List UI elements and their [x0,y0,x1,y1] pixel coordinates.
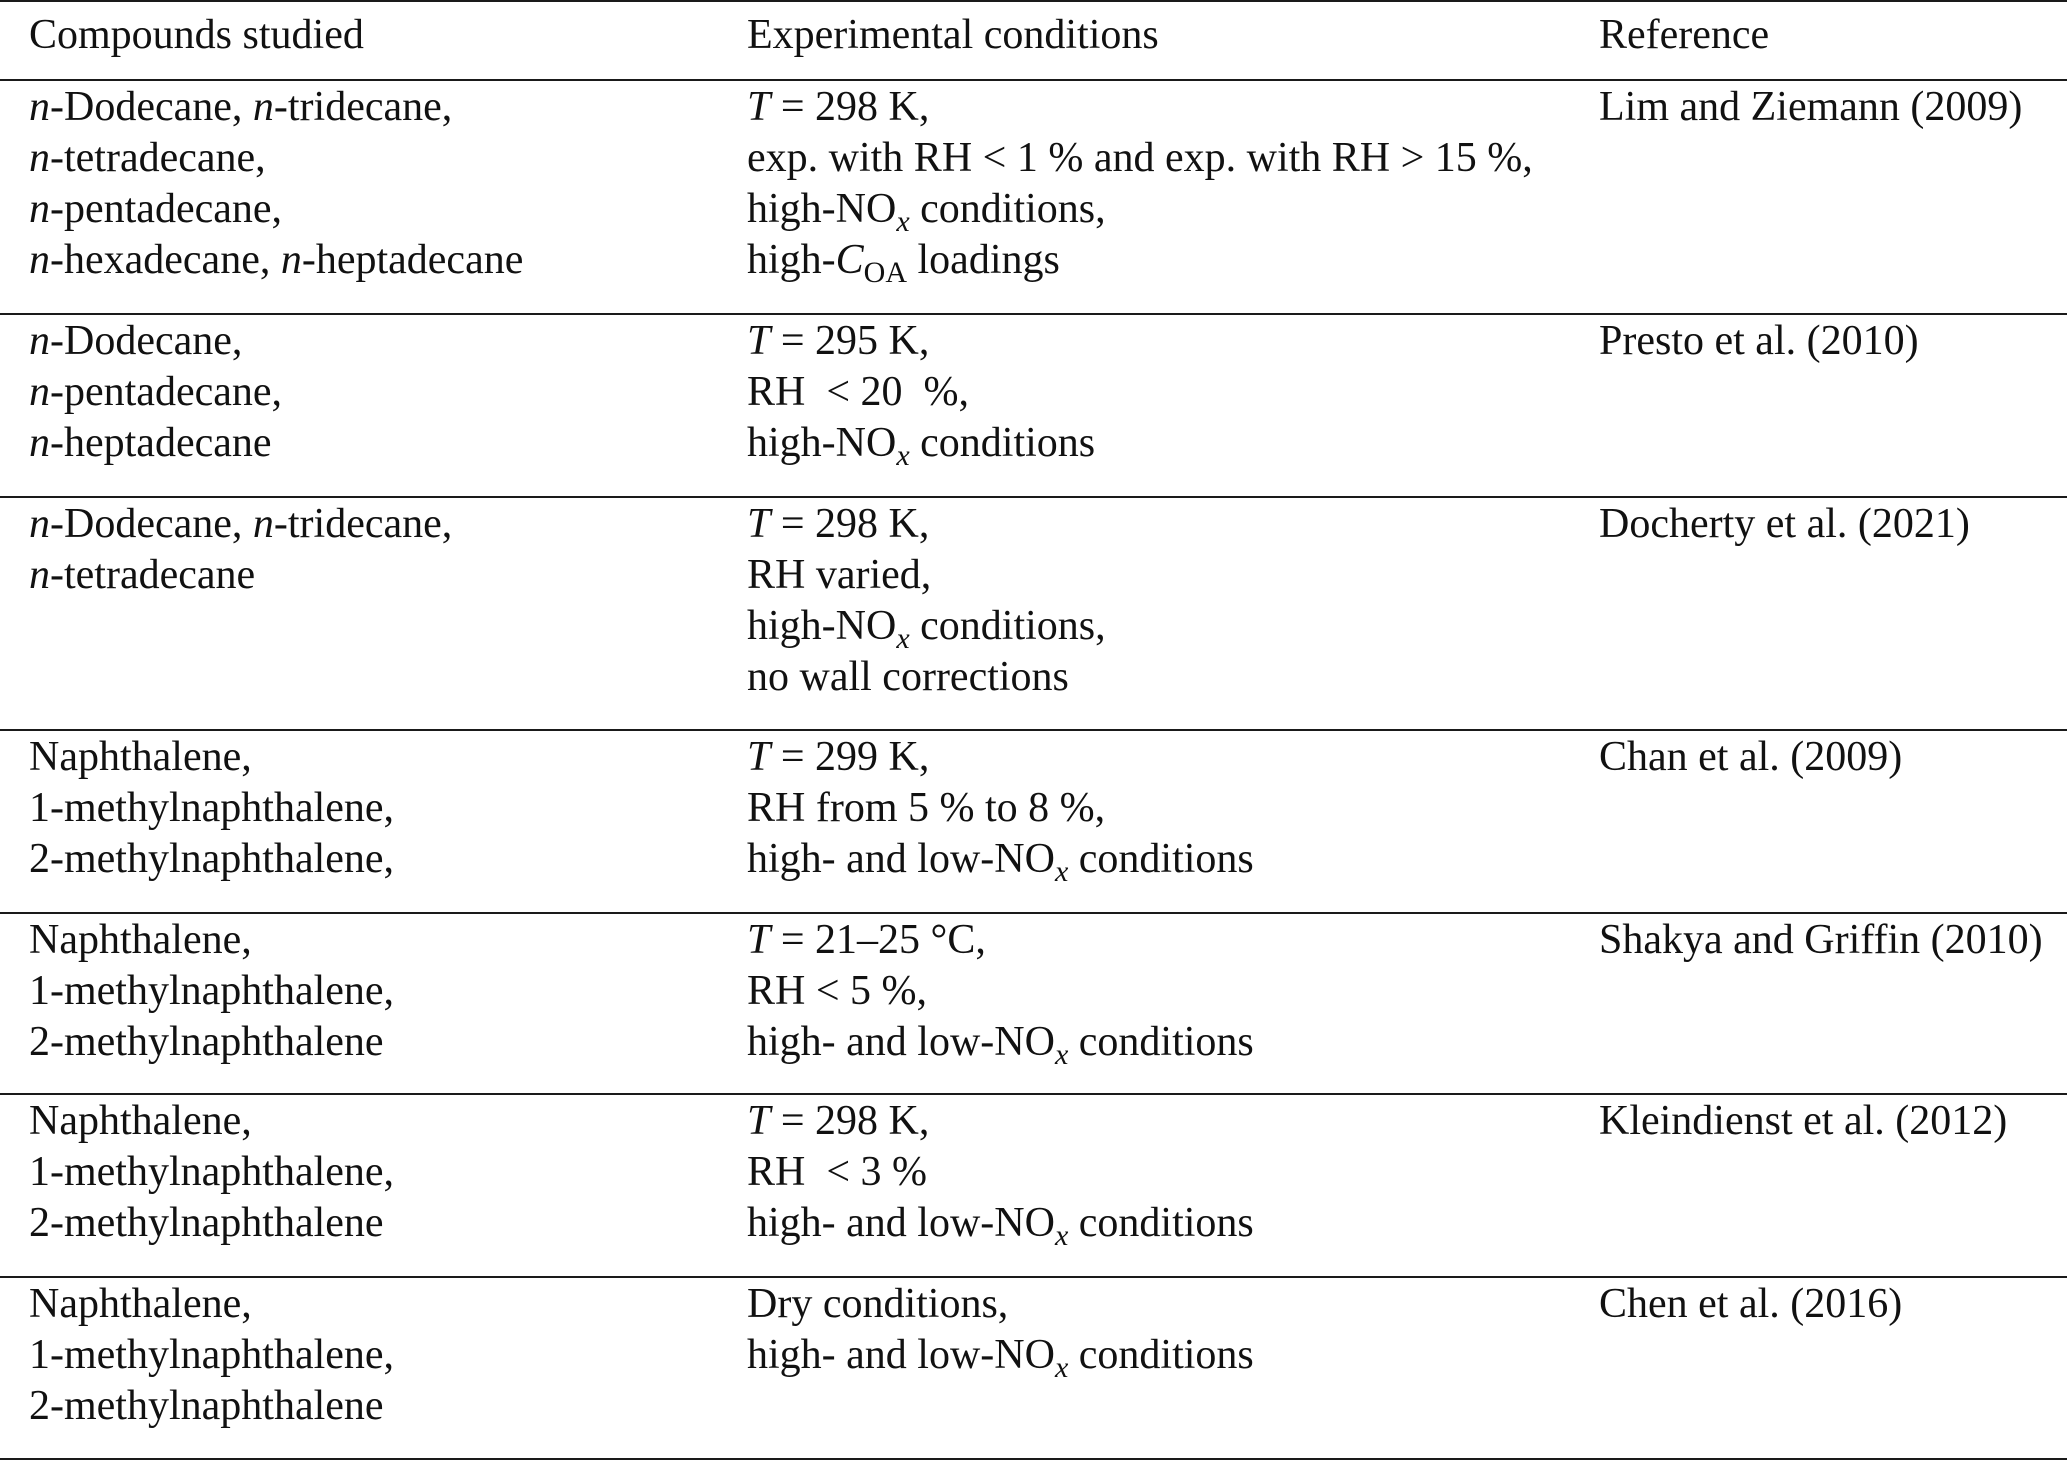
compounds-cell [29,1279,394,1432]
compound-line [29,1017,394,1068]
condition-line [747,550,1106,601]
conditions-cell [747,915,1254,1071]
text-segment: 1-methylnaphthalene, [29,1149,395,1195]
condition-line [747,834,1254,888]
condition-line [747,184,1533,238]
condition-line [747,601,1106,655]
conditions-cell [747,499,1106,703]
compound-line [29,915,394,966]
text-segment: = 295 K, [770,318,930,364]
text-segment: -tetradecane, [50,135,266,181]
text-segment: -tridecane, [273,501,453,547]
text-segment: high- and low-NO [747,1332,1055,1378]
text-segment: conditions [1068,1332,1254,1378]
text-segment: Naphthalene, [29,734,252,780]
row-divider [0,912,2067,914]
compounds-cell [29,499,452,601]
text-segment: RH from 5 % to 8 %, [747,785,1106,831]
header-bottom-rule [0,79,2067,81]
text-segment: 2-methylnaphthalene, [29,836,395,882]
header-conditions: Experimental conditions [747,12,1159,58]
reference-cell: Shakya and Griffin (2010) [1599,917,2043,963]
compound-line [29,1096,394,1147]
conditions-cell [747,1096,1254,1252]
conditions-cell [747,82,1533,289]
compound-line [29,1381,394,1432]
italic-symbol: n [29,552,50,598]
condition-line [747,499,1106,550]
compounds-cell [29,732,394,885]
subscript-text: x [1054,855,1069,888]
italic-symbol: T [747,84,771,130]
condition-line [747,418,1096,472]
compounds-cell [29,82,523,286]
compound-line [29,499,452,550]
text-segment: high- and low-NO [747,836,1055,882]
condition-line [747,966,1254,1017]
text-segment: 2-methylnaphthalene [29,1019,384,1065]
compound-line [29,367,282,418]
text-segment: -Dodecane, [50,501,253,547]
reference-cell: Chen et al. (2016) [1599,1281,1903,1327]
condition-line [747,82,1533,133]
conditions-cell [747,1279,1254,1384]
header-compounds: Compounds studied [29,12,364,58]
text-segment: -Dodecane, [50,318,243,364]
condition-line [747,915,1254,966]
text-segment: RH varied, [747,552,932,598]
italic-symbol: n [280,237,302,283]
text-segment: -tetradecane [50,552,256,598]
subscript-text: x [1054,1219,1069,1252]
italic-symbol: n [29,369,50,415]
conditions-cell [747,316,1096,472]
text-segment: -Dodecane, [50,84,253,130]
reference-cell: Lim and Ziemann (2009) [1599,84,2023,130]
italic-symbol: n [29,135,50,181]
condition-line [747,1017,1254,1071]
text-segment: no wall corrections [747,654,1069,700]
italic-symbol: T [747,917,771,963]
text-segment: -heptadecane [50,420,272,466]
italic-symbol: n [29,501,50,547]
compound-line [29,316,282,367]
compound-line [29,133,523,184]
italic-symbol: n [29,186,50,232]
italic-symbol: n [29,318,50,364]
row-divider [0,1276,2067,1278]
condition-line [747,652,1106,703]
subscript-text: x [896,205,910,238]
text-segment: RH < 20 %, [747,369,970,415]
text-segment: high-NO [747,420,897,466]
text-segment: = 298 K, [770,84,930,130]
compound-line [29,783,394,834]
compound-line [29,184,523,235]
text-segment: high- and low-NO [747,1200,1055,1246]
condition-line [747,1279,1254,1330]
text-segment: Dry conditions, [747,1281,1009,1327]
text-segment: conditions [1068,1019,1254,1065]
condition-line [747,1330,1254,1384]
text-segment: high-NO [747,603,897,649]
subscript-text: x [896,622,910,655]
row-divider [0,729,2067,731]
subscript-text: OA [863,256,908,289]
text-segment: 1-methylnaphthalene, [29,1332,395,1378]
subscript-text: x [1054,1351,1069,1384]
text-segment: -hexadecane, [50,237,281,283]
condition-line [747,1096,1254,1147]
compound-line [29,732,394,783]
table-top-rule [0,0,2067,2]
compounds-cell [29,915,394,1068]
compound-line [29,834,394,885]
text-segment: Naphthalene, [29,1281,252,1327]
italic-symbol: T [747,501,771,547]
italic-symbol: n [252,84,274,130]
condition-line [747,1198,1254,1252]
text-segment: -pentadecane, [50,186,283,232]
text-segment: exp. with RH < 1 % and exp. with RH > 15 %, [747,135,1533,181]
italic-symbol: n [29,420,50,466]
text-segment: 2-methylnaphthalene [29,1383,384,1429]
reference-cell: Docherty et al. (2021) [1599,501,1970,547]
subscript-text: x [1054,1038,1069,1071]
text-segment: RH < 5 %, [747,968,928,1014]
text-segment: loadings [907,237,1060,283]
row-divider [0,1093,2067,1095]
compound-line [29,1147,394,1198]
condition-line [747,1147,1254,1198]
text-segment: = 298 K, [770,1098,930,1144]
italic-symbol: T [747,734,771,780]
text-segment: -pentadecane, [50,369,283,415]
condition-line [747,316,1095,367]
text-segment: conditions [909,420,1096,466]
text-segment: high- and low-NO [747,1019,1055,1065]
compound-line [29,82,523,133]
text-segment: RH < 3 % [747,1149,928,1195]
text-segment: -tridecane, [273,84,453,130]
header-reference: Reference [1599,12,1770,58]
reference-cell: Chan et al. (2009) [1599,734,1903,780]
text-segment: = 298 K, [770,501,930,547]
condition-line [747,133,1533,184]
italic-symbol: C [835,237,864,283]
italic-symbol: n [252,501,274,547]
italic-symbol: T [747,1098,771,1144]
compound-line [29,418,282,469]
compound-line [29,966,394,1017]
italic-symbol: T [747,318,771,364]
condition-line [747,732,1254,783]
text-segment: Naphthalene, [29,1098,252,1144]
text-segment: -heptadecane [301,237,524,283]
reference-cell: Presto et al. (2010) [1599,318,1919,364]
row-divider [0,313,2067,315]
condition-line [747,783,1254,834]
compounds-cell [29,1096,394,1249]
text-segment: conditions, [909,603,1106,649]
text-segment: high- [747,237,836,283]
text-segment: conditions, [909,186,1106,232]
italic-symbol: n [29,84,50,130]
row-divider [0,496,2067,498]
text-segment: Naphthalene, [29,917,252,963]
text-segment: high-NO [747,186,897,232]
italic-symbol: n [29,237,50,283]
text-segment: 2-methylnaphthalene [29,1200,384,1246]
compounds-cell [29,316,282,469]
text-segment: conditions [1068,1200,1254,1246]
compound-line [29,550,452,601]
text-segment: conditions [1068,836,1254,882]
condition-line [747,367,1095,418]
table-bottom-rule [0,1458,2067,1460]
text-segment: 1-methylnaphthalene, [29,785,395,831]
conditions-cell [747,732,1254,888]
compound-line [29,1279,394,1330]
compound-line [29,1330,394,1381]
condition-line [747,235,1533,289]
text-segment: = 21–25 °C, [770,917,986,963]
text-segment: 1-methylnaphthalene, [29,968,395,1014]
compound-line [29,1198,394,1249]
subscript-text: x [896,439,910,472]
text-segment: = 299 K, [770,734,930,780]
reference-cell: Kleindienst et al. (2012) [1599,1098,2008,1144]
compound-line [29,235,523,286]
